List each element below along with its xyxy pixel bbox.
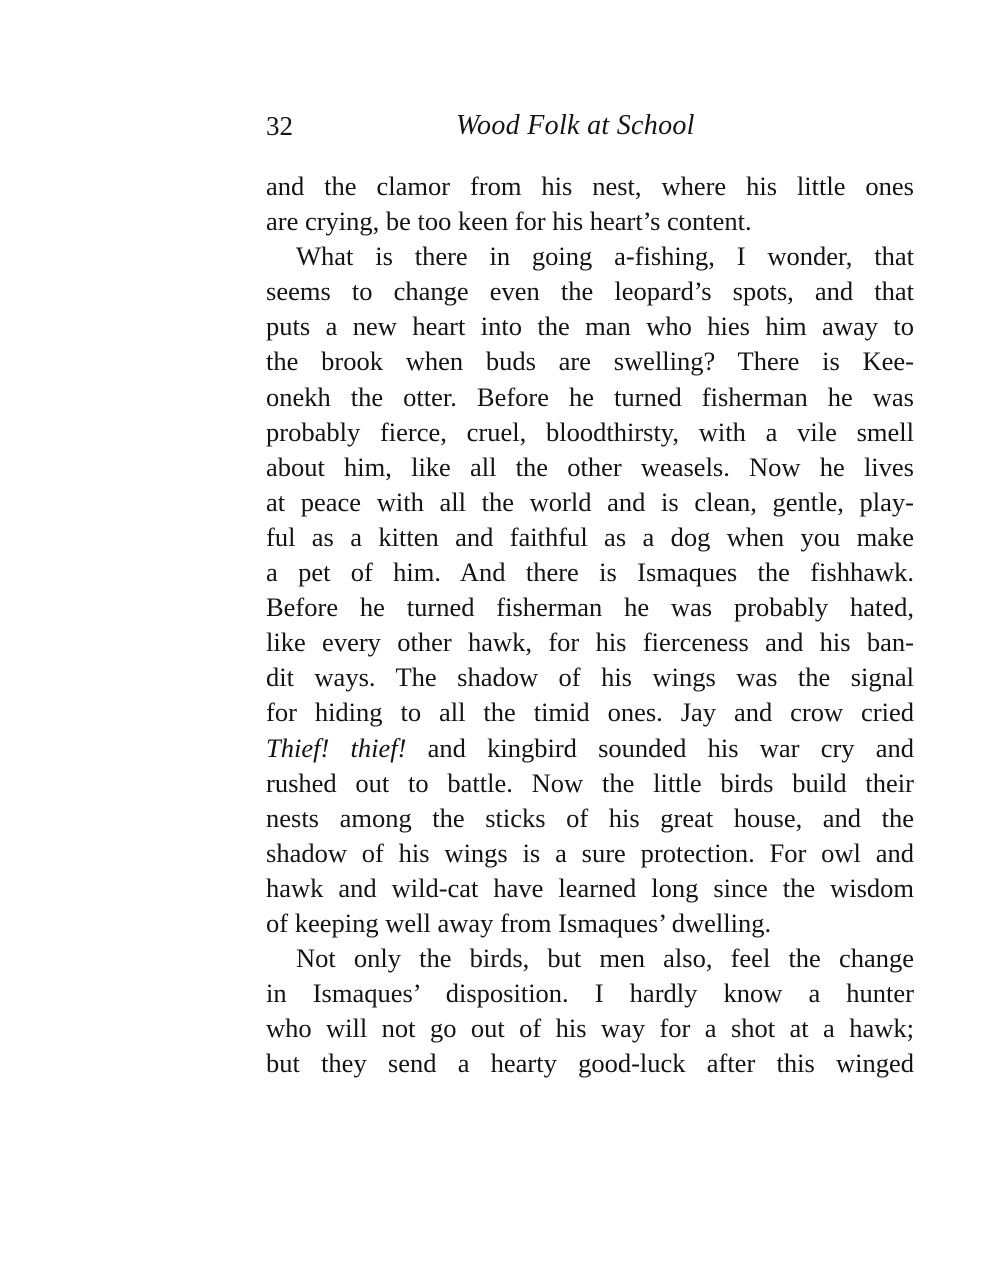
text-line: about him, like all the other weasels. Now he lives [266, 451, 914, 482]
text-line: puts a new heart into the man who hies him away to [266, 311, 914, 342]
text-line: probably fierce, cruel, bloodthirsty, with a vile smell [266, 416, 914, 447]
text-line: of keeping well away from Ismaques’ dwelling. [266, 907, 772, 938]
italic-exclamation: Thief! thief! [266, 732, 407, 763]
text-line: seems to change even the leopard’s spots, and that [266, 276, 914, 307]
text-line: in Ismaques’ disposition. I hardly know a hunter [266, 978, 914, 1009]
text-line: are crying, be too keen for his heart’s content. [266, 206, 752, 237]
text-line: Not only the birds, but men also, feel the change [296, 943, 914, 974]
text-line: like every other hawk, for his fierceness and his ban- [266, 627, 914, 658]
text-line-rest: and kingbird sounded his war cry and [406, 732, 914, 763]
text-line: at peace with all the world and is clean, gentle, play- [266, 486, 914, 517]
text-line: and the clamor from his nest, where his little ones [266, 171, 914, 201]
page-number: 32 [266, 111, 293, 141]
text-line [266, 731, 914, 766]
text-line: hawk and wild-cat have learned long since the wisdom [266, 872, 914, 903]
text-line: onekh the otter. Before he turned fisherman he was [266, 381, 914, 412]
text-line: a pet of him. And there is Ismaques the fishhawk. [266, 557, 914, 588]
text-line: nests among the sticks of his great house, and the [266, 802, 914, 833]
paragraph-3 [266, 941, 914, 1081]
paragraph-1 [266, 169, 914, 239]
text-line: rushed out to battle. Now the little birds build their [266, 767, 914, 798]
text-line: dit ways. The shadow of his wings was the signal [266, 662, 914, 693]
page-header [266, 106, 914, 146]
text-line: who will not go out of his way for a shot at a hawk; [266, 1013, 914, 1044]
text-line: ful as a kitten and faithful as a dog when you make [266, 521, 914, 552]
paragraph-2 [266, 239, 914, 941]
text-line: Before he turned fisherman he was probably hated, [266, 592, 914, 623]
running-title: Wood Folk at School [456, 110, 695, 141]
body-text [266, 169, 914, 1081]
text-line: but they send a hearty good-luck after this winged [266, 1048, 914, 1079]
text-line: the brook when buds are swelling? There is Kee- [266, 346, 914, 377]
text-line: shadow of his wings is a sure protection. For owl and [266, 837, 914, 868]
text-line: for hiding to all the timid ones. Jay and crow cried [266, 697, 914, 728]
text-line: What is there in going a-fishing, I wonder, that [296, 241, 914, 272]
